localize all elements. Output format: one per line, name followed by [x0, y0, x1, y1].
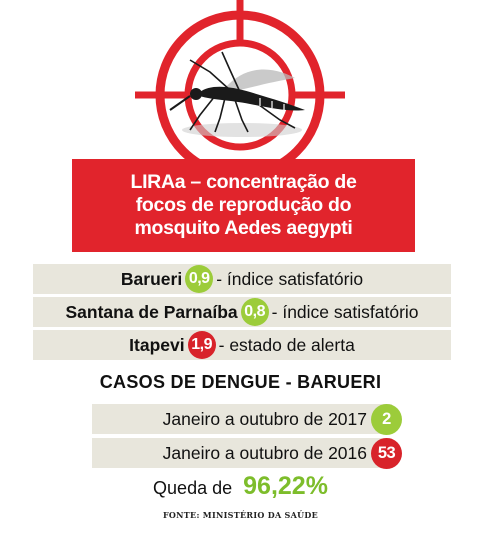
- cases-heading: CASOS DE DENGUE - BARUERI: [99, 372, 382, 392]
- target-crosshair-icon: [130, 0, 350, 160]
- drop-label: Queda de: [153, 478, 233, 498]
- cases-period: Janeiro a outubro de 2017: [162, 408, 367, 429]
- drop-line: [0, 472, 481, 501]
- mosquito-target-illustration: [130, 0, 350, 160]
- index-badge: 1,9: [188, 331, 216, 359]
- cases-badge: 53: [371, 438, 402, 469]
- index-row-santana-de-parnaiba: [33, 297, 451, 327]
- title-line-3: mosquito Aedes aegypti: [134, 217, 353, 239]
- city-name: Itapevi: [129, 334, 185, 355]
- index-badge: 0,9: [185, 265, 213, 293]
- cases-badge: 2: [371, 404, 402, 435]
- index-description: - estado de alerta: [218, 334, 355, 355]
- index-row-barueri: [33, 264, 451, 294]
- index-description: - índice satisfatório: [216, 268, 364, 289]
- cases-row-2016: [92, 438, 396, 468]
- cases-row-2017: [92, 404, 392, 434]
- title-line-2: focos de reprodução do: [135, 194, 352, 216]
- index-row-itapevi: [33, 330, 451, 360]
- index-badge: 0,8: [241, 298, 269, 326]
- drop-percentage: 96,22%: [243, 472, 328, 500]
- source-credit: FONTE: MINISTÉRIO DA SAÚDE: [162, 510, 319, 520]
- index-description: - índice satisfatório: [271, 301, 419, 322]
- title-banner: [72, 159, 415, 252]
- cases-period: Janeiro a outubro de 2016: [162, 442, 367, 463]
- city-name: Santana de Parnaíba: [65, 301, 238, 322]
- title-line-1: LIRAa – concentração de: [130, 171, 357, 193]
- city-name: Barueri: [120, 268, 183, 289]
